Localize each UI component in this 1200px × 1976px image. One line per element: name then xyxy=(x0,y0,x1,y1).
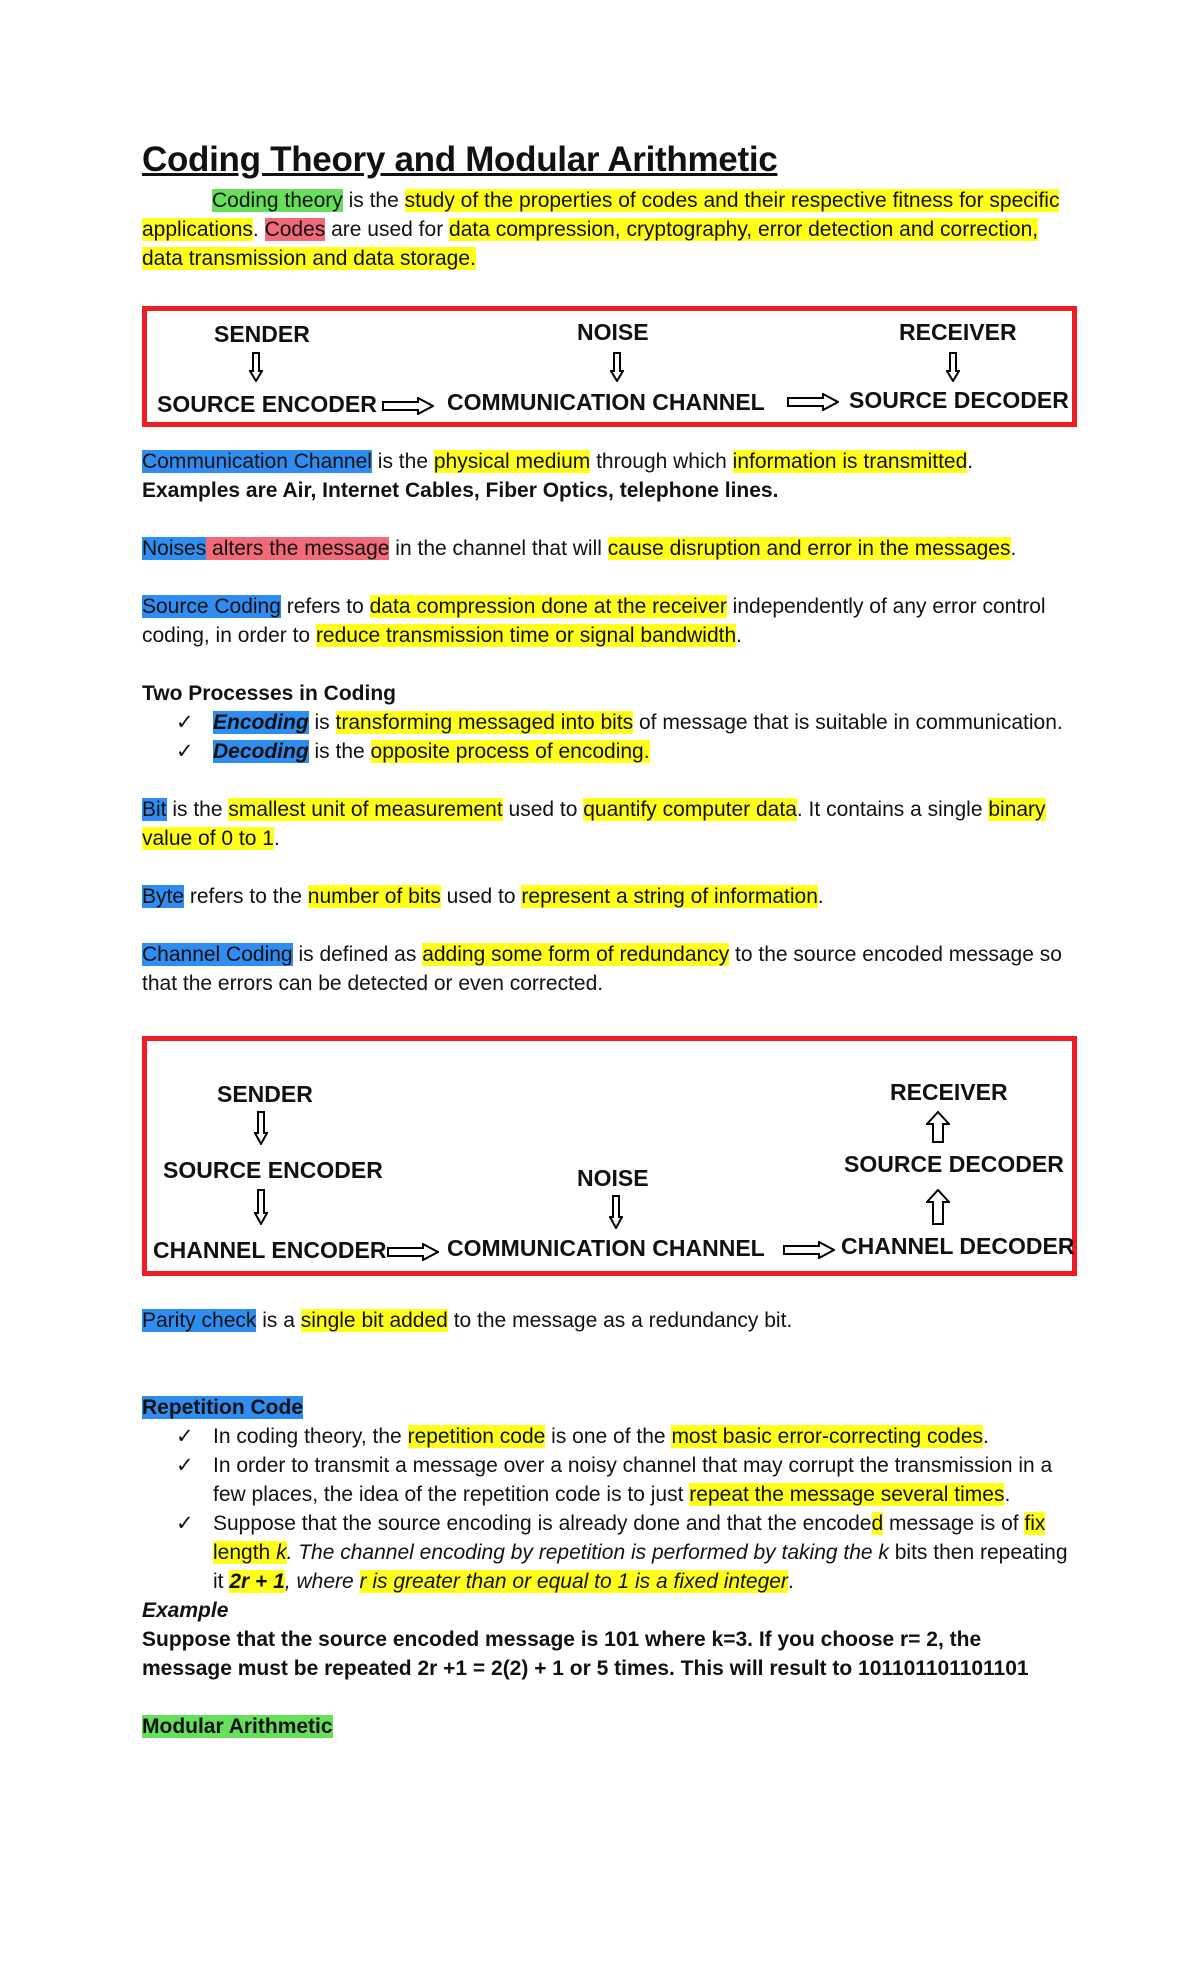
diagram-label-source-decoder: SOURCE DECODER xyxy=(844,1151,1064,1177)
comm-channel-examples: Examples are Air, Internet Cables, Fiber Optics, telephone lines. xyxy=(142,479,779,502)
up-arrow-icon xyxy=(926,1111,950,1143)
two-processes-list xyxy=(142,708,1072,766)
source-coding-paragraph: Source Coding refers to data compression done at the receiver independently of any error control coding, in order to reduce transmission time or signal bandwidth. xyxy=(142,595,1046,647)
parity-paragraph: Parity check is a single bit added to the message as a redundancy bit. xyxy=(142,1309,793,1332)
right-arrow-icon xyxy=(382,397,434,415)
example-text: Suppose that the source encoded message is 101 where k=3. If you choose r= 2, the message must be repeated 2r +1 = 2(2) + 1 or 5 times. This will result to 101101101101101 xyxy=(142,1628,1029,1680)
diagram-label-noise: NOISE xyxy=(577,319,649,345)
diagram-label-source-encoder: SOURCE ENCODER xyxy=(157,391,377,417)
list-item: ✓ In order to transmit a message over a noisy channel that may corrupt the transmission in a few places, the idea of the repetition code is to just repeat the message several times. xyxy=(142,1451,1072,1509)
list-item: ✓ Decoding is the opposite process of encoding. xyxy=(142,737,1072,766)
down-arrow-icon xyxy=(254,1189,268,1225)
modular-heading: Modular Arithmetic xyxy=(142,1715,333,1738)
diagram-label-communication-channel: COMMUNICATION CHANNEL xyxy=(447,389,765,415)
checkmark-icon: ✓ xyxy=(176,1425,194,1448)
two-processes-heading: Two Processes in Coding xyxy=(142,682,396,705)
diagram-label-receiver: RECEIVER xyxy=(899,319,1017,345)
diagram-label-sender: SENDER xyxy=(214,321,310,347)
diagram-label-communication-channel: COMMUNICATION CHANNEL xyxy=(447,1235,765,1261)
right-arrow-icon xyxy=(787,393,839,411)
comm-channel-paragraph: Communication Channel is the physical medium through which information is transmitted. xyxy=(142,450,974,473)
page-title: Coding Theory and Modular Arithmetic xyxy=(142,140,778,179)
byte-paragraph: Byte refers to the number of bits used to represent a string of information. xyxy=(142,885,824,908)
repetition-heading: Repetition Code xyxy=(142,1396,303,1419)
diagram-label-channel-encoder: CHANNEL ENCODER xyxy=(153,1237,387,1263)
list-item: ✓ Encoding is transforming messaged into bits of message that is suitable in communication. xyxy=(142,708,1072,737)
down-arrow-icon xyxy=(946,352,960,382)
diagram-source-coding xyxy=(142,306,1077,427)
right-arrow-icon xyxy=(783,1241,835,1259)
repetition-list xyxy=(142,1422,1072,1596)
term-codes: Codes xyxy=(264,218,326,241)
intro-paragraph: Coding theory is the study of the properties of codes and their respective fitness for specific applications. Codes are used for data compression, cryptography, error detection and correction, data transmission and data storage. xyxy=(142,189,1060,270)
document-page xyxy=(142,140,1075,1741)
list-item: ✓ In coding theory, the repetition code is one of the most basic error-correcting codes. xyxy=(142,1422,1072,1451)
down-arrow-icon xyxy=(249,352,263,382)
right-arrow-icon xyxy=(387,1243,439,1261)
checkmark-icon: ✓ xyxy=(176,740,194,763)
list-item: ✓ Suppose that the source encoding is already done and that the encoded message is of fix length k. The channel encoding by repetition is performed by taking the k bits then repeating it 2r + 1, where r is greater than or equal to 1 is a fixed integer. xyxy=(142,1509,1072,1596)
checkmark-icon: ✓ xyxy=(176,1454,194,1477)
bit-paragraph: Bit is the smallest unit of measurement used to quantify computer data. It contains a single binary value of 0 to 1. xyxy=(142,798,1046,850)
diagram-label-sender: SENDER xyxy=(217,1081,313,1107)
diagram-label-source-decoder: SOURCE DECODER xyxy=(849,387,1069,413)
down-arrow-icon xyxy=(609,1195,623,1229)
noises-paragraph: Noises alters the message in the channel that will cause disruption and error in the messages. xyxy=(142,537,1017,560)
diagram-label-source-encoder: SOURCE ENCODER xyxy=(163,1157,383,1183)
term-coding-theory: Coding theory xyxy=(212,189,343,212)
channel-coding-paragraph: Channel Coding is defined as adding some form of redundancy to the source encoded message so that the errors can be detected or even corrected. xyxy=(142,943,1062,995)
diagram-label-receiver: RECEIVER xyxy=(890,1079,1008,1105)
diagram-label-channel-decoder: CHANNEL DECODER xyxy=(841,1233,1075,1259)
example-label: Example xyxy=(142,1599,229,1622)
diagram-label-noise: NOISE xyxy=(577,1165,649,1191)
checkmark-icon: ✓ xyxy=(176,1512,194,1535)
up-arrow-icon xyxy=(926,1189,950,1225)
diagram-channel-coding xyxy=(142,1036,1077,1276)
checkmark-icon: ✓ xyxy=(176,711,194,734)
down-arrow-icon xyxy=(610,352,624,382)
down-arrow-icon xyxy=(254,1111,268,1145)
